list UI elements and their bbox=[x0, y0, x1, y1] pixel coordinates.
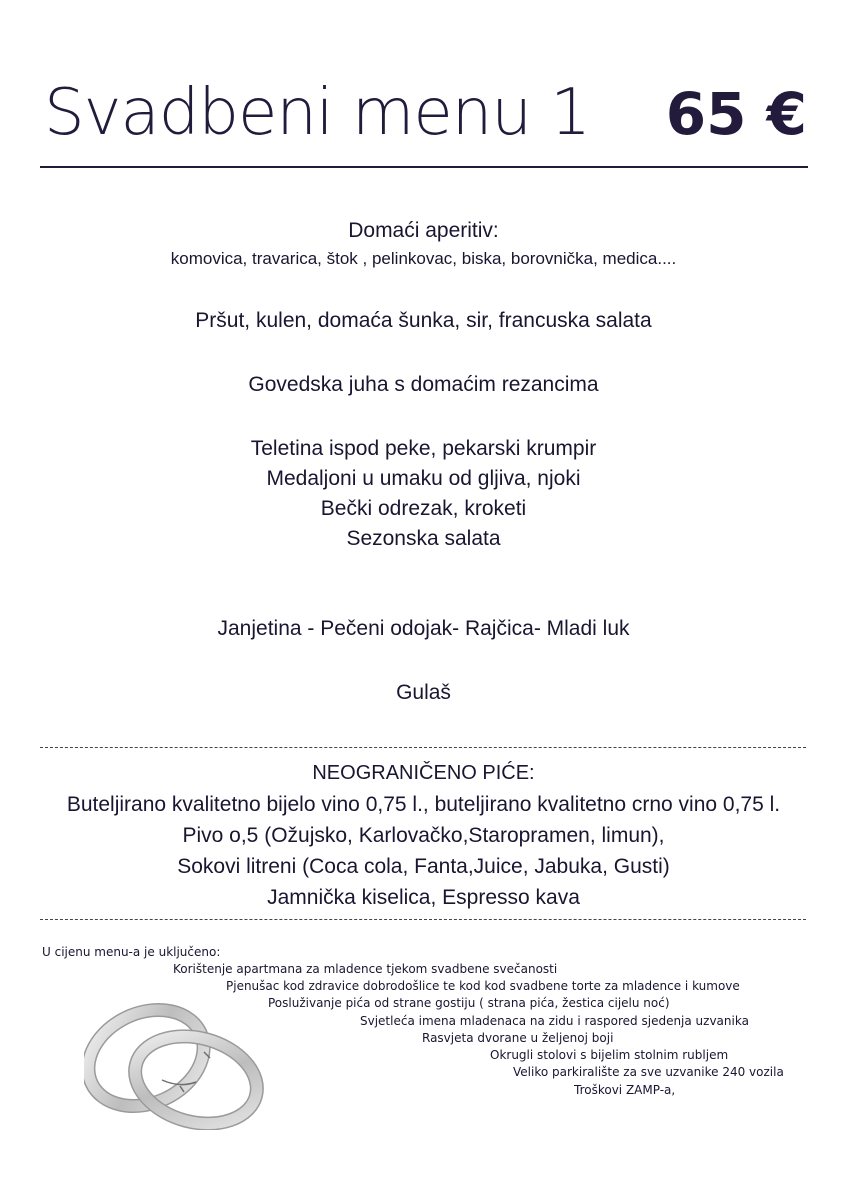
goulash: Gulaš bbox=[396, 681, 451, 704]
included-item: Veliko parkiralište za sve uzvanike 240 vozila bbox=[513, 1065, 784, 1079]
menu-courses bbox=[0, 216, 847, 708]
included-item: Okrugli stolovi s bijelim stolnim rubljem bbox=[490, 1048, 729, 1062]
included-item: Korištenje apartmana za mladence tjekom svadbene svečanosti bbox=[173, 962, 558, 976]
drinks-top-divider bbox=[40, 747, 806, 748]
roast: Janjetina - Pečeni odojak- Rajčica- Mladi luk bbox=[217, 617, 630, 640]
drinks-item: Pivo o,5 (Ožujsko, Karlovačko,Staropramen, limun), bbox=[182, 824, 665, 847]
included-item: Rasvjeta dvorane u željenoj boji bbox=[422, 1031, 614, 1045]
spacer bbox=[0, 554, 847, 614]
aperitif-title: Domaći aperitiv: bbox=[348, 219, 499, 242]
drinks-item: Jamnička kiselica, Espresso kava bbox=[267, 886, 580, 909]
included-heading: U cijenu menu-a je uključeno: bbox=[42, 945, 221, 959]
menu-price: 65 € bbox=[665, 80, 807, 148]
included-item: Pjenušac kod zdravice dobrodošlice te kod kod svadbene torte za mladence i kumove bbox=[226, 979, 740, 993]
header-divider bbox=[40, 166, 808, 168]
wedding-rings-icon bbox=[84, 1000, 274, 1130]
aperitif-list: komovica, travarica, štok , pelinkovac, biska, borovnička, medica.... bbox=[170, 249, 677, 268]
drinks-item: Buteljirano kvalitetno bijelo vino 0,75 l., buteljirano kvalitetno crno vino 0,75 l. bbox=[66, 793, 781, 816]
spacer bbox=[0, 272, 847, 306]
included-item: Troškovi ZAMP-a, bbox=[574, 1083, 676, 1097]
drinks-bottom-divider bbox=[40, 919, 806, 920]
main-course: Bečki odrezak, kroketi bbox=[320, 497, 527, 520]
spacer bbox=[0, 644, 847, 678]
page-title: Svadbeni menu 1 bbox=[44, 76, 590, 150]
drinks-item: Sokovi litreni (Coca cola, Fanta,Juice, Jabuka, Gusti) bbox=[177, 855, 670, 878]
drinks-section bbox=[0, 758, 847, 913]
included-item: Posluživanje pića od strane gostiju ( strana pića, žestica cijelu noć) bbox=[268, 996, 670, 1010]
spacer bbox=[0, 336, 847, 370]
drinks-heading: NEOGRANIČENO PIĆE: bbox=[312, 762, 535, 784]
soup: Govedska juha s domaćim rezancima bbox=[248, 373, 599, 396]
main-course: Medaljoni u umaku od gljiva, njoki bbox=[266, 467, 581, 490]
main-course: Sezonska salata bbox=[346, 527, 501, 550]
main-course: Teletina ispod peke, pekarski krumpir bbox=[250, 437, 597, 460]
spacer bbox=[0, 400, 847, 434]
cold-plate: Pršut, kulen, domaća šunka, sir, francuska salata bbox=[195, 309, 652, 332]
included-item: Svjetleća imena mladenaca na zidu i raspored sjedenja uzvanika bbox=[360, 1014, 749, 1028]
